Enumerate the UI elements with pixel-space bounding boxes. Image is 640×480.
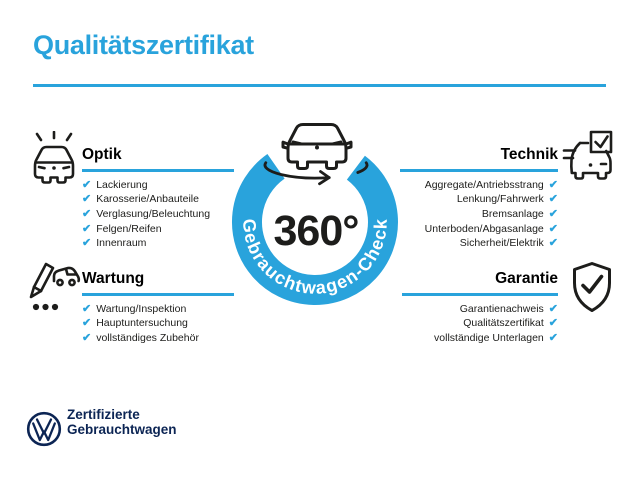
check-icon: ✔ xyxy=(548,237,558,250)
check-icon: ✔ xyxy=(82,237,92,250)
section-wartung-heading: Wartung xyxy=(82,270,145,287)
badge-ring-label: Gebrauchtwagen-Check xyxy=(238,218,391,298)
checklist-item-label: vollständige Unterlagen xyxy=(434,331,544,344)
checklist-item-label: Qualitätszertifikat xyxy=(463,317,544,330)
checklist-item-label: Felgen/Reifen xyxy=(96,222,162,235)
check-icon: ✔ xyxy=(82,193,92,206)
section-optik-heading: Optik xyxy=(82,146,122,163)
checklist-item-label: Lackierung xyxy=(96,178,148,191)
check-icon: ✔ xyxy=(82,302,92,315)
check-icon: ✔ xyxy=(82,178,92,191)
footer-claim-line1: Zertifizierte xyxy=(67,407,140,422)
check-icon: ✔ xyxy=(548,302,558,315)
footer-claim xyxy=(67,408,177,438)
checklist-item-label: Hauptuntersuchung xyxy=(96,317,188,330)
title-divider xyxy=(33,84,606,87)
vw-logo xyxy=(25,410,63,448)
section-garantie-heading: Garantie xyxy=(495,270,558,287)
checklist-item-label: Innenraum xyxy=(96,237,147,250)
checklist-item-label: Verglasung/Beleuchtung xyxy=(96,207,211,220)
checklist-item-label: Wartung/Inspektion xyxy=(96,302,187,315)
page-title: Qualitätszertifikat xyxy=(33,30,254,60)
section-technik-heading: Technik xyxy=(500,146,558,163)
car-checkbox-icon xyxy=(562,130,614,186)
checklist-item-label: Sicherheit/Elektrik xyxy=(459,237,544,250)
check-icon: ✔ xyxy=(548,331,558,344)
checklist-item-label: Karosserie/Anbauteile xyxy=(96,193,199,206)
check-icon: ✔ xyxy=(548,193,558,206)
sparkling-car-icon xyxy=(28,131,80,189)
checklist-item-label: Lenkung/Fahrwerk xyxy=(456,193,544,206)
shield-check-icon xyxy=(569,260,615,318)
checklist-item-label: Garantienachweis xyxy=(459,302,544,315)
checklist-item-label: vollständiges Zubehör xyxy=(96,331,199,344)
checklist-item-label: Unterboden/Abgasanlage xyxy=(424,222,544,235)
check-icon: ✔ xyxy=(82,317,92,330)
check-icon: ✔ xyxy=(82,207,92,220)
check-icon: ✔ xyxy=(548,222,558,235)
360-check-badge xyxy=(195,100,445,350)
check-icon: ✔ xyxy=(548,178,558,191)
check-icon: ✔ xyxy=(82,222,92,235)
badge-center-value: 360° xyxy=(273,207,359,255)
checklist-item-label: Aggregate/Antriebsstrang xyxy=(424,178,544,191)
footer-claim-line2: Gebrauchtwagen xyxy=(67,421,177,437)
check-icon: ✔ xyxy=(82,331,92,344)
check-icon: ✔ xyxy=(548,317,558,330)
checklist-item-label: Bremsanlage xyxy=(481,207,544,220)
service-pen-car-icon xyxy=(25,255,81,315)
check-icon: ✔ xyxy=(548,207,558,220)
